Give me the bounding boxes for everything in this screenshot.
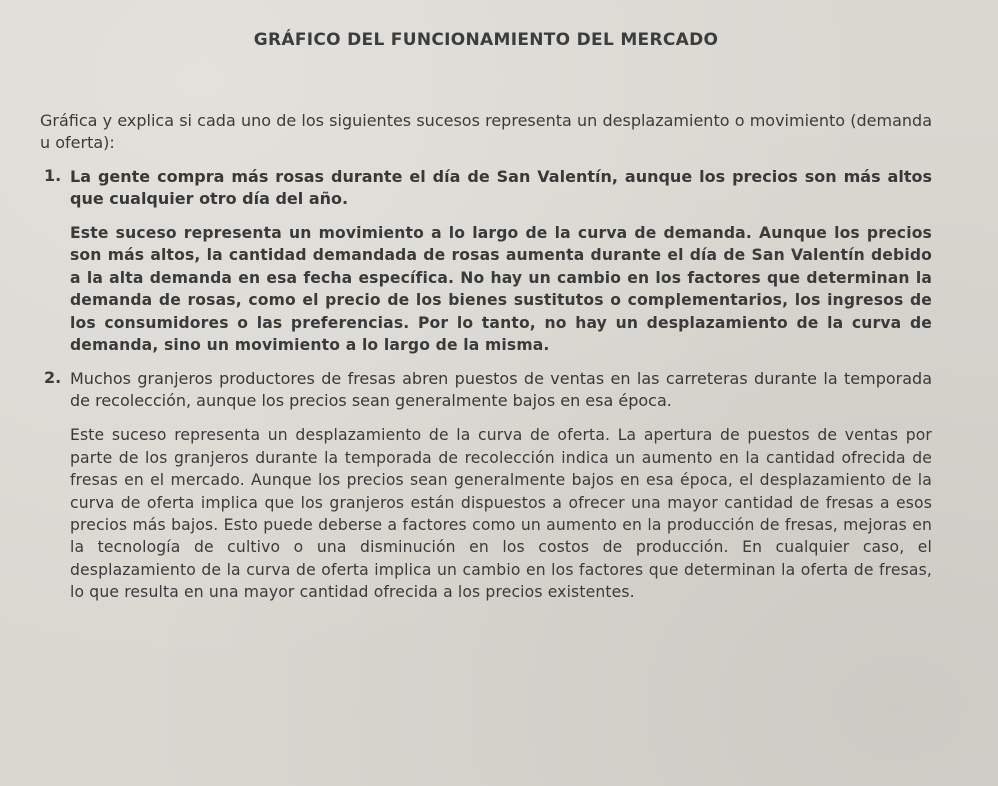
item-number: 2.: [44, 368, 62, 388]
answer-text: Este suceso representa un movimiento a lo largo de la curva de demanda. Aunque los precios son más altos, la cantidad demandada de rosas aumenta durante el día de San Valentín debido a la alta demanda en esa fecha específica. No hay un cambio en los factores que determinan la demanda de rosas, como el precio de los bienes sustitutos o complementarios, los ingresos de los consumidores o las preferencias. Por lo tanto, no hay un desplazamiento de la curva de demanda, sino un movimiento a lo largo de la misma.: [70, 224, 932, 355]
item-number: 1.: [44, 166, 62, 185]
list-item: [40, 368, 932, 603]
instructions: Gráfica y explica si cada uno de los siguientes sucesos representa un desplazamiento o movimiento (demanda u oferta):: [40, 111, 932, 152]
question-list: [40, 166, 932, 604]
question-text: Muchos granjeros productores de fresas abren puestos de ventas en las carreteras durante la temporada de recolección, aunque los precios sean generalmente bajos en esa época.: [70, 369, 932, 411]
question-text: La gente compra más rosas durante el día de San Valentín, aunque los precios son más altos que cualquier otro día del año.: [70, 167, 932, 208]
answer-text: Este suceso representa un desplazamiento de la curva de oferta. La apertura de puestos de ventas por parte de los granjeros durante la temporada de recolección indica un aumento en la cantidad ofrecida de fresas en el mercado. Aunque los precios sean generalmente bajos en esa época, el desplazamiento de la curva de oferta implica que los granjeros están dispuestos a ofrecer una mayor cantidad de fresas a esos precios más bajos. Esto puede deberse a factores como un aumento en la producción de fresas, mejoras en la tecnología de cultivo o una disminución en los costos de producción. En cualquier caso, el desplazamiento de la curva de oferta implica un cambio en los factores que determinan la oferta de fresas, lo que resulta en una mayor cantidad ofrecida a los precios existentes.: [70, 426, 932, 602]
document-title: GRÁFICO DEL FUNCIONAMIENTO DEL MERCADO: [253, 30, 719, 50]
list-item: [40, 166, 932, 356]
